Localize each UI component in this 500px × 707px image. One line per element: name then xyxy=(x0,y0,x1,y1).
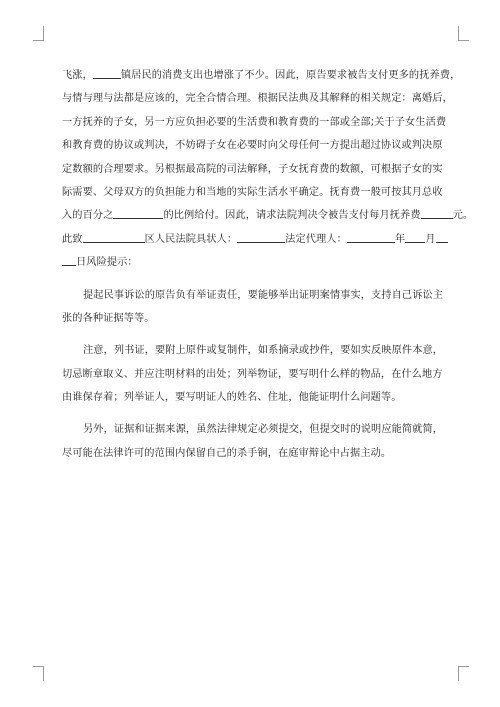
paragraph-line: 由谁保存着；列举证人，要写明证人的姓名、住址，他能证明什么问题等。 xyxy=(62,392,402,404)
percentage-blank[interactable] xyxy=(113,208,163,219)
paragraph-line: 和教育费的协议或判决，不妨碍子女在必要时向父母任何一方提出超过协议或判决原 xyxy=(62,140,443,152)
text-run: 此致 xyxy=(62,233,83,245)
text-run: 飞涨， xyxy=(62,70,93,81)
paragraph-line xyxy=(62,204,474,227)
paragraph-line xyxy=(62,251,442,274)
plaintiff-blank[interactable] xyxy=(237,232,285,243)
paragraph-line: 定数额的合理要求。另根据最高院的司法解释，子女抚育费的数额，可根据子女的实 xyxy=(62,163,443,175)
text-run: 入的百分之 xyxy=(62,210,114,222)
paragraph-line xyxy=(62,64,461,87)
text-run: 元。 xyxy=(452,210,474,222)
paragraph-line: 尽可能在法律许可的范围内保留自己的杀手锏，在庭审辩论中占据主动。 xyxy=(62,447,392,459)
crop-mark-top-right xyxy=(458,26,469,41)
day-blank[interactable] xyxy=(436,232,448,243)
paragraph-line: 与情与理与法都是应该的，完全合情合理。根据民法典及其解释的相关规定：离婚后， xyxy=(62,93,453,105)
paragraph-line: 另外，证据和证据来源，虽然法律规定必须提交，但提交时的说明应能简就简， xyxy=(83,424,444,436)
month-blank[interactable] xyxy=(405,232,425,243)
paragraph-line: 切忌断章取义、并应注明材料的出处；列举物证，要写明什么样的物品，在什么地方 xyxy=(62,368,443,380)
text-run: 区人民法院具状人： xyxy=(144,233,238,245)
court-blank[interactable] xyxy=(83,232,145,243)
crop-mark-bottom-right xyxy=(458,666,469,681)
agent-blank[interactable] xyxy=(347,232,395,243)
fill-in-blank[interactable] xyxy=(93,68,121,79)
crop-mark-bottom-left xyxy=(33,666,44,681)
paragraph-line xyxy=(62,228,442,251)
document-body xyxy=(62,64,474,465)
day-blank-continued[interactable] xyxy=(62,255,76,266)
amount-blank[interactable] xyxy=(421,208,453,219)
text-run: 月 xyxy=(425,233,436,245)
paragraph-line: 际需要、父母双方的负担能力和当地的实际生活水平确定。抚育费一般可按其月总收 xyxy=(62,186,443,198)
text-run: 法定代理人： xyxy=(285,233,347,245)
paragraph-line: 注意，列书证，要附上原件或复制件，如系摘录或抄件，要如实反映原件本意， xyxy=(83,345,444,357)
paragraph-line: 提起民事诉讼的原告负有举证责任，要能够举出证明案情事实，支持自己诉讼主 xyxy=(83,289,444,301)
text-run: 年 xyxy=(394,233,406,245)
text-run: 日风险提示： xyxy=(76,257,138,269)
paragraph-line: 张的各种证据等等。 xyxy=(62,312,155,324)
text-run: 镇居民的消费支出也增涨了不少。因此，原告要求被告支付更多的抚养费， xyxy=(120,70,461,81)
crop-mark-top-left xyxy=(33,26,44,41)
paragraph-line: 一方抚养的子女，另一方应负担必要的生活费和教育费的一部或全部;关于子女生活费 xyxy=(62,116,447,128)
text-run: 的比例给付。因此，请求法院判决令被告支付每月抚养费 xyxy=(163,210,421,222)
